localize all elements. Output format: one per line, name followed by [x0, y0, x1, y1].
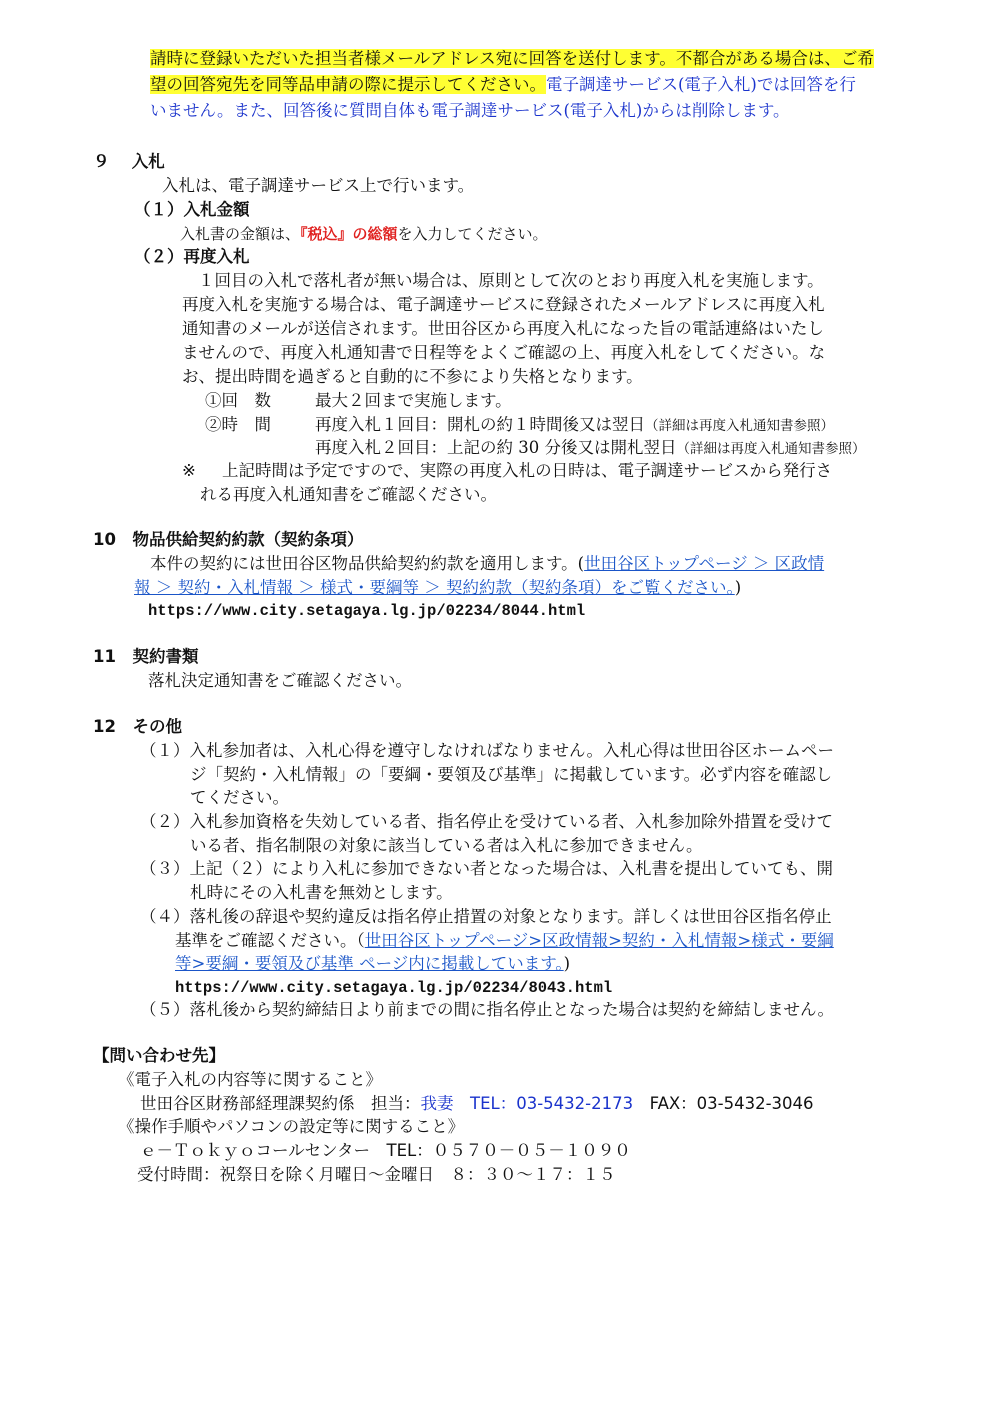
rebid-time-1 [315, 414, 834, 437]
intro-blue-2: 電子調達サービス(電子入札)では回答を行 [546, 75, 856, 94]
sub1-text-b: を入力してください。 [397, 225, 548, 243]
section-9-sub1-body [180, 223, 548, 245]
section-11-title: 契約書類 [132, 647, 199, 666]
contact-tel: TEL：03-5432-2173 [470, 1094, 634, 1113]
contract-terms-link-part-2[interactable]: 報 ＞ 契約・入札情報 ＞ 様式・要綱等 ＞ 契約約款（契約条項）をご覧ください。 [134, 578, 735, 597]
section-10-number: 10 [93, 530, 116, 549]
note-mark: ※ [182, 461, 196, 480]
contact-call-center: ｅ－Ｔｏｋｙｏコールセンター TEL：０５７０－０５－１０９０ [140, 1141, 631, 1160]
rebid-time-label: ②時 間 [205, 415, 271, 434]
item-1-line-3: てください。 [190, 788, 289, 807]
section-9-body: 入札は、電子調達サービス上で行います。 [162, 176, 475, 195]
section-10-line-2 [134, 577, 741, 599]
section-10-title: 物品供給契約約款（契約条項） [132, 530, 364, 549]
item-4-line-2 [175, 930, 834, 952]
item-1-line-2: ジ「契約・入札情報」の「要綱・要領及び基準」に掲載しています。必ず内容を確認し [190, 765, 833, 784]
section-9-sub2-title: （２）再度入札 [134, 247, 250, 266]
item-2-line-2: いる者、指名制限の対象に該当している者は入札に参加できません。 [190, 836, 703, 855]
section-11-number: 11 [93, 647, 116, 666]
contact-line-1 [140, 1093, 814, 1115]
section-10-close-paren: ) [734, 578, 742, 597]
intro-line-1 [150, 48, 874, 70]
suspension-standard-url[interactable]: https://www.city.setagaya.lg.jp/02234/8043.html [175, 979, 613, 997]
suspension-standard-link-part-1[interactable]: 世田谷区トップページ>区政情報>契約・入札情報>様式・要綱 [364, 931, 834, 950]
rebid-times-value: 最大２回まで実施します。 [315, 391, 512, 410]
section-10-heading [93, 529, 363, 551]
section-9-heading [93, 151, 165, 173]
item-4-close-paren: ) [563, 954, 571, 973]
contact-hours: 受付時間：祝祭日を除く月曜日～金曜日 ８：３０～１７：１５ [137, 1165, 616, 1184]
contact-heading-1: 《電子入札の内容等に関すること》 [118, 1070, 382, 1089]
rebid-times-label: ①回 数 [205, 391, 271, 410]
item-1-line-1: （１）入札参加者は、入札心得を遵守しなければなりません。入札心得は世田谷区ホームペー [140, 741, 834, 760]
contact-fax: FAX：03-5432-3046 [649, 1094, 814, 1113]
section-11-heading [93, 646, 198, 668]
sub2-paragraph-5: お、提出時間を過ぎると自動的に不参により失格となります。 [182, 367, 643, 386]
note-line-2: れる再度入札通知書をご確認ください。 [200, 485, 497, 504]
section-12-number: 12 [93, 717, 116, 736]
section-10-text: 本件の契約には世田谷区物品供給契約約款を適用します。( [150, 554, 585, 573]
sub1-text-a: 入札書の金額は、 [180, 225, 301, 243]
section-9-sub1-title: （１）入札金額 [134, 200, 250, 219]
rebid-time-1-text: 再度入札１回目：開札の約１時間後又は翌日 [315, 415, 645, 434]
item-5-line-1: （５）落札後から契約締結日より前までの間に指名停止となった場合は契約を締結しません。 [140, 1000, 834, 1019]
intro-highlight-2: 望の回答宛先を同等品申請の際に提示してください。 [150, 75, 546, 94]
note-line-1: 上記時間は予定ですので、実際の再度入札の日時は、電子調達サービスから発行さ [222, 461, 833, 480]
rebid-time-2-text: 再度入札２回目：上記の約 30 分後又は開札翌日 [315, 438, 677, 457]
contact-title: 【問い合わせ先】 [93, 1046, 225, 1065]
sub1-red-text: 『税込』の総額 [300, 225, 398, 243]
contact-heading-2: 《操作手順やパソコンの設定等に関すること》 [118, 1117, 465, 1136]
item-3-line-2: 札時にその入札書を無効とします。 [190, 883, 453, 902]
contract-terms-url[interactable]: https://www.city.setagaya.lg.jp/02234/8044.html [148, 602, 586, 620]
contract-terms-link-part-1[interactable]: 世田谷区トップページ ＞ 区政情 [584, 554, 825, 573]
intro-line-2 [150, 74, 856, 96]
sub2-paragraph-2: 再度入札を実施する場合は、電子調達サービスに登録されたメールアドレスに再度入札 [182, 295, 825, 314]
contact-person: 我妻 [420, 1094, 454, 1113]
section-9-title: 入札 [131, 152, 165, 171]
item-4-text: 基準をご確認ください。（ [175, 931, 365, 950]
sub2-paragraph-3: 通知書のメールが送信されます。世田谷区から再度入札になった旨の電話連絡はいたし [182, 319, 824, 338]
item-4-line-1: （４）落札後の辞退や契約違反は指名停止措置の対象となります。詳しくは世田谷区指名停止 [140, 907, 832, 926]
item-4-line-3 [175, 953, 570, 975]
section-11-body: 落札決定通知書をご確認ください。 [148, 671, 412, 690]
section-12-heading [93, 716, 182, 738]
sub2-paragraph-1: １回目の入札で落札者が無い場合は、原則として次のとおり再度入札を実施します。 [198, 271, 824, 290]
sub2-paragraph-4: ませんので、再度入札通知書で日程等をよくご確認の上、再度入札をしてください。な [182, 343, 826, 362]
suspension-standard-link-part-2[interactable]: 等>要綱・要領及び基準 ページ内に掲載しています。 [175, 954, 564, 973]
contact-org: 世田谷区財務部経理課契約係 担当： [140, 1094, 421, 1113]
item-3-line-1: （３）上記（２）により入札に参加できない者となった場合は、入札書を提出していても、開 [140, 859, 833, 878]
rebid-time-2-note: （詳細は再度入札通知書参照） [676, 441, 866, 457]
section-9-number: ９ [93, 152, 110, 171]
intro-line-3: いません。また、回答後に質問自体も電子調達サービス(電子入札)からは削除します。 [150, 101, 790, 120]
section-10-line-1 [150, 553, 824, 575]
intro-highlight-1: 請時に登録いただいた担当者様メールアドレス宛に回答を送付します。不都合がある場合は、ご希 [150, 49, 874, 68]
section-12-title: その他 [132, 717, 182, 736]
item-2-line-1: （２）入札参加資格を失効している者、指名停止を受けている者、入札参加除外措置を受けて [140, 812, 833, 831]
rebid-time-2 [315, 437, 866, 460]
rebid-time-1-note: （詳細は再度入札通知書参照） [645, 418, 834, 434]
